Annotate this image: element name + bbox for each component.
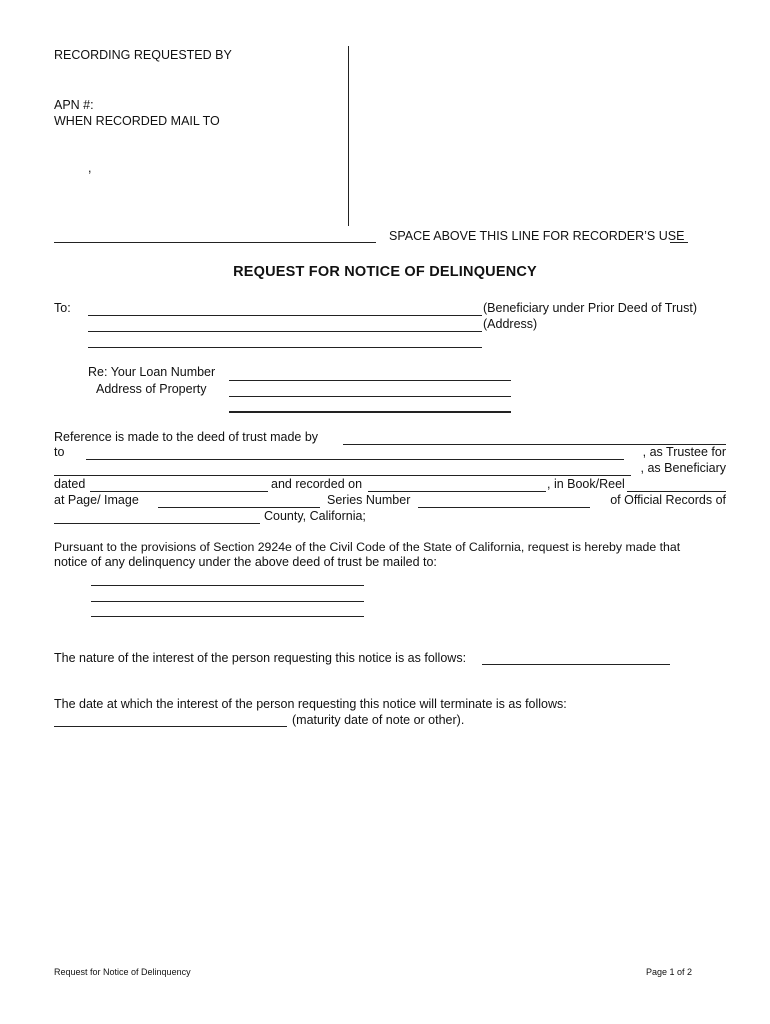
reference-made-by-text: Reference is made to the deed of trust made by	[54, 430, 319, 444]
reference-to-text: to	[54, 445, 65, 459]
recorder-short-line	[670, 242, 688, 243]
recorder-horizontal-divider	[54, 242, 376, 243]
series-number-text: Series Number	[327, 493, 411, 507]
footer-document-name: Request for Notice of Delinquency	[54, 967, 191, 977]
property-address-label: Address of Property	[96, 382, 207, 396]
page-image-text: at Page/ Image	[54, 493, 139, 507]
series-number-field[interactable]	[418, 494, 590, 508]
official-records-text: of Official Records of	[610, 493, 726, 507]
trustee-field[interactable]	[86, 446, 624, 460]
recording-requested-by-label: RECORDING REQUESTED BY	[54, 48, 232, 62]
mail-to-line-1-field[interactable]	[91, 572, 364, 586]
loan-number-field[interactable]	[229, 367, 511, 381]
book-reel-field[interactable]	[627, 478, 726, 492]
mail-to-comma: ,	[88, 161, 92, 175]
maturity-date-caption: (maturity date of note or other).	[292, 713, 465, 727]
beneficiary-address-field[interactable]	[88, 318, 482, 332]
beneficiary-caption: (Beneficiary under Prior Deed of Trust)	[483, 301, 697, 315]
book-reel-text: , in Book/Reel	[547, 477, 625, 491]
recorder-vertical-divider	[348, 46, 349, 226]
county-california-text: County, California;	[264, 509, 366, 523]
nature-of-interest-field[interactable]	[482, 651, 670, 665]
beneficiary-name-field[interactable]	[88, 302, 482, 316]
as-trustee-for-text: , as Trustee for	[642, 445, 726, 459]
termination-date-field[interactable]	[54, 713, 287, 727]
recorded-on-field[interactable]	[368, 478, 546, 492]
nature-of-interest-text: The nature of the interest of the person requesting this notice is as follows:	[54, 651, 467, 665]
page-image-field[interactable]	[158, 494, 320, 508]
dated-text: dated	[54, 477, 86, 491]
footer-page-number: Page 1 of 2	[646, 967, 693, 977]
address-caption: (Address)	[483, 317, 538, 331]
trustor-field[interactable]	[343, 431, 726, 445]
mail-to-line-3-field[interactable]	[91, 603, 364, 617]
apn-label: APN #:	[54, 98, 94, 112]
pursuant-line-2: notice of any delinquency under the above deed of trust be mailed to:	[54, 555, 437, 569]
space-above-line-note: SPACE ABOVE THIS LINE FOR RECORDER’S USE	[389, 229, 685, 243]
to-label: To:	[54, 301, 71, 315]
as-beneficiary-text: , as Beneficiary	[640, 461, 726, 475]
pursuant-line-1: Pursuant to the provisions of Section 2924e of the Civil Code of the State of California, request is hereby made that	[54, 540, 681, 554]
dated-field[interactable]	[90, 478, 268, 492]
mail-to-line-2-field[interactable]	[91, 588, 364, 602]
document-title: REQUEST FOR NOTICE OF DELINQUENCY	[233, 264, 537, 280]
termination-date-text: The date at which the interest of the person requesting this notice will terminate is as follows:	[54, 697, 567, 711]
recorded-on-text: and recorded on	[271, 477, 363, 491]
property-address-line2-field-top	[229, 398, 511, 412]
property-address-field[interactable]	[229, 383, 511, 397]
beneficiary-field[interactable]	[54, 462, 631, 476]
loan-number-label: Re: Your Loan Number	[88, 365, 216, 379]
beneficiary-address-line2-field[interactable]	[88, 334, 482, 348]
when-recorded-mail-to-label: WHEN RECORDED MAIL TO	[54, 114, 220, 128]
county-field[interactable]	[54, 510, 260, 524]
